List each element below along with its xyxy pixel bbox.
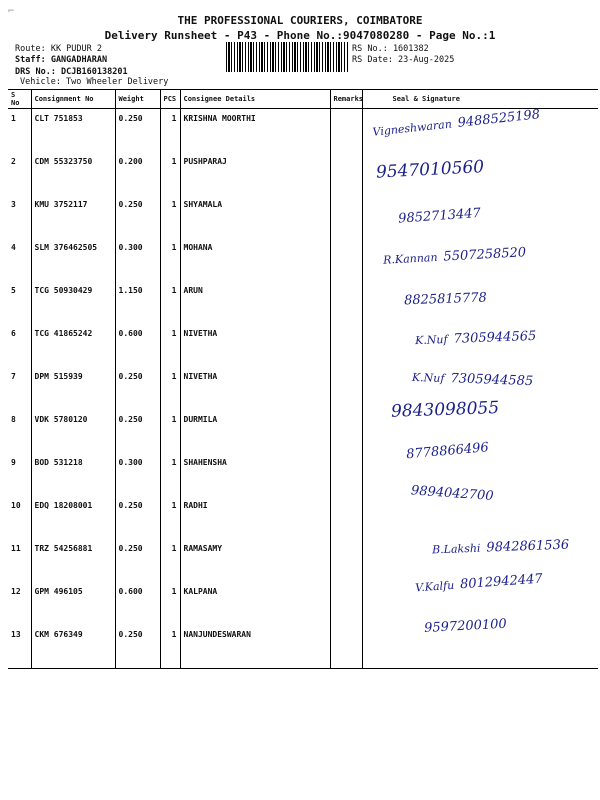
cell-remarks (330, 324, 362, 367)
cell-sno: 1 (11, 114, 16, 123)
drs-number: DRS No.: DCJB160138201 (15, 67, 128, 77)
signature-phone: 9488525198 (456, 107, 541, 131)
cell-weight: 0.600 (115, 324, 160, 367)
table-row (8, 281, 598, 324)
signature-phone: 9597200100 (423, 616, 508, 636)
cell-consignment: TRZ 54256881 (31, 539, 115, 582)
cell-consignment: SLM 376462505 (31, 238, 115, 281)
signature-phone: 9852713447 (397, 205, 482, 227)
table-row (8, 496, 598, 539)
signature (385, 398, 500, 422)
cell-pcs: 1 (160, 109, 180, 153)
cell-consignee: RAMASAMY (180, 539, 330, 582)
cell-consignment: DPM 515939 (31, 367, 115, 410)
signature-phone: 8012942447 (459, 571, 544, 593)
signature-name: Vigneshwaran (371, 117, 453, 139)
cell-pcs: 1 (160, 367, 180, 410)
cell-sno: 8 (11, 415, 16, 424)
cell-consignee: KRISHNA MOORTHI (180, 109, 330, 153)
signature-phone: 9843098055 (390, 398, 500, 422)
cell-sno: 9 (11, 458, 16, 467)
cell-remarks (330, 496, 362, 539)
signature-phone: 7305944565 (453, 328, 537, 347)
cell-sno: 7 (11, 372, 16, 381)
signature (398, 286, 487, 308)
cell-consignment: KMU 3752117 (31, 195, 115, 238)
cell-sno: 2 (11, 157, 16, 166)
cell-consignee: NIVETHA (180, 324, 330, 367)
cell-weight: 0.600 (115, 582, 160, 625)
corner-mark: ⌐ (8, 6, 15, 17)
cell-consignee: NIVETHA (180, 367, 330, 410)
cell-pcs: 1 (160, 238, 180, 281)
cell-consignee: MOHANA (180, 238, 330, 281)
cell-consignee: SHYAMALA (180, 195, 330, 238)
cell-remarks (330, 539, 362, 582)
cell-weight: 0.250 (115, 496, 160, 539)
cell-sno: 12 (11, 587, 21, 596)
cell-remarks (330, 238, 362, 281)
cell-pcs: 1 (160, 324, 180, 367)
runsheet-subtitle: Delivery Runsheet - P43 - Phone No.:9047080280 - Page No.:1 (104, 29, 496, 42)
cell-remarks (330, 367, 362, 410)
cell-remarks (330, 152, 362, 195)
cell-sno: 5 (11, 286, 16, 295)
rs-number: RS No.: 1601382 (352, 44, 429, 54)
vehicle-label: Vehicle: Two Wheeler Delivery (20, 77, 169, 87)
signature-name (418, 622, 419, 635)
route-label: Route: KK PUDUR 2 (15, 44, 102, 54)
col-consignee: Consignee Details (180, 90, 330, 109)
cell-pcs: 1 (160, 625, 180, 669)
cell-weight: 1.150 (115, 281, 160, 324)
cell-consignee: DURMILA (180, 410, 330, 453)
cell-weight: 0.250 (115, 109, 160, 153)
cell-pcs: 1 (160, 152, 180, 195)
table-row (8, 410, 598, 453)
company-title: THE PROFESSIONAL COURIERS, COIMBATORE (177, 14, 423, 27)
col-sno: S No (8, 90, 31, 109)
cell-pcs: 1 (160, 539, 180, 582)
cell-consignment: VDK 5780120 (31, 410, 115, 453)
cell-weight: 0.250 (115, 410, 160, 453)
signature-phone: 9547010560 (375, 157, 485, 183)
cell-consignee: ARUN (180, 281, 330, 324)
cell-consignment: TCG 41865242 (31, 324, 115, 367)
cell-sno: 11 (11, 544, 21, 553)
cell-weight: 0.250 (115, 195, 160, 238)
table-row (8, 453, 598, 496)
cell-pcs: 1 (160, 582, 180, 625)
cell-remarks (330, 281, 362, 324)
cell-sno: 3 (11, 200, 16, 209)
signature-name (392, 213, 393, 226)
cell-pcs: 1 (160, 195, 180, 238)
col-signature: Seal & Signature (362, 90, 598, 109)
cell-remarks (330, 582, 362, 625)
cell-consignee: RADHI (180, 496, 330, 539)
rs-date: RS Date: 23-Aug-2025 (352, 55, 455, 65)
cell-consignee: PUSHPARAJ (180, 152, 330, 195)
cell-remarks (330, 410, 362, 453)
cell-consignment: EDQ 18208001 (31, 496, 115, 539)
signature-name (400, 449, 401, 462)
signature-phone: 9894042700 (410, 483, 494, 505)
signature-phone: 8778866496 (405, 440, 490, 463)
cell-pcs: 1 (160, 453, 180, 496)
cell-weight: 0.300 (115, 238, 160, 281)
signature-name: V.Kalfu (414, 578, 455, 595)
signature-phone: 8825815778 (403, 290, 488, 309)
col-remarks: Remarks (330, 90, 362, 109)
signature-phone: 9842861536 (486, 537, 570, 556)
cell-remarks (330, 109, 362, 153)
signature-name: K.Nuf (411, 370, 445, 386)
staff-label: Staff: GANGADHARAN (15, 55, 108, 65)
cell-remarks (330, 625, 362, 669)
signature-name: K.Nuf (414, 332, 448, 348)
cell-consignee: NANJUNDESWARAN (180, 625, 330, 669)
cell-consignment: CLT 751853 (31, 109, 115, 153)
cell-weight: 0.200 (115, 152, 160, 195)
cell-pcs: 1 (160, 281, 180, 324)
col-consignment: Consignment No (31, 90, 115, 109)
cell-remarks (330, 453, 362, 496)
cell-sno: 4 (11, 243, 16, 252)
cell-pcs: 1 (160, 410, 180, 453)
cell-consignee: KALPANA (180, 582, 330, 625)
signature-name (370, 168, 371, 181)
table-row (8, 152, 598, 195)
signature-name (405, 484, 406, 497)
table-row (8, 195, 598, 238)
cell-consignment: CKM 676349 (31, 625, 115, 669)
cell-sno: 6 (11, 329, 16, 338)
cell-weight: 0.300 (115, 453, 160, 496)
signature-name: R.Kannan (382, 250, 438, 267)
cell-weight: 0.250 (115, 367, 160, 410)
signature-name: B.Lakshi (431, 541, 481, 557)
signature-phone: 7305944585 (450, 371, 534, 390)
cell-pcs: 1 (160, 496, 180, 539)
cell-consignment: GPM 496105 (31, 582, 115, 625)
signature-phone: 5507258520 (443, 245, 527, 265)
cell-consignment: BOD 531218 (31, 453, 115, 496)
cell-sno: 13 (8, 625, 31, 669)
cell-remarks (330, 195, 362, 238)
cell-weight: 0.250 (115, 539, 160, 582)
cell-consignee: SHAHENSHA (180, 453, 330, 496)
barcode (226, 42, 348, 72)
col-pcs: PCS (160, 90, 180, 109)
cell-sno: 10 (11, 501, 21, 510)
col-weight: Weight (115, 90, 160, 109)
cell-weight: 0.250 (115, 625, 160, 669)
cell-consignment: TCG 50930429 (31, 281, 115, 324)
table-row (8, 625, 598, 669)
cell-consignment: CDM 55323750 (31, 152, 115, 195)
